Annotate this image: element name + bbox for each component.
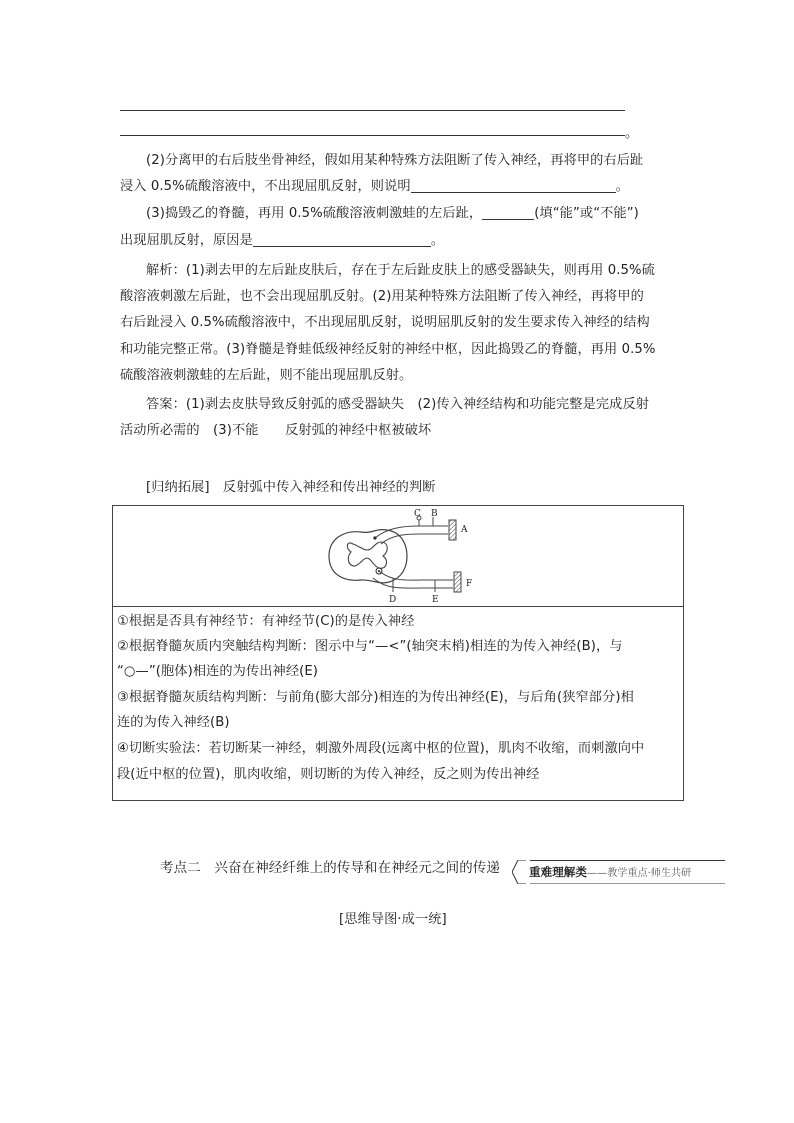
summary-item: ③根据脊髓灰质结构判断：与前角(膨大部分)相连的为传出神经(E)，与后角(狭窄部分)相 xyxy=(117,690,634,705)
analysis-line: 右后趾浸入 0.5%硫酸溶液中，不出现屈肌反射，说明屈肌反射的发生要求传入神经的结构 xyxy=(120,315,650,330)
period: 。 xyxy=(625,126,639,141)
label-e: E xyxy=(432,595,439,604)
question-2-line-1: (2)分离甲的右后肢坐骨神经，假如用某种特殊方法阻断了传入神经，再将甲的右后趾 xyxy=(146,153,644,168)
efferent-nerve xyxy=(379,571,453,580)
summary-item: ①根据是否具有神经节：有神经节(C)的是传入神经 xyxy=(117,614,415,629)
question-3-line-2 xyxy=(120,232,444,250)
grey-matter xyxy=(347,542,387,568)
effector xyxy=(454,572,461,592)
reflex-arc-diagram xyxy=(323,508,483,604)
header-bracket-icon xyxy=(512,860,526,884)
analysis-line: 酸溶液刺激左后趾，也不会出现屈肌反射。(2)用某种特殊方法阻断了传入神经，再将甲的 xyxy=(120,289,644,304)
header-rule-lower xyxy=(530,883,725,884)
afferent-nerve xyxy=(375,526,448,538)
answer-line: 答案：(1)剥去皮肤导致反射弧的感受器缺失 (2)传入神经结构和功能完整是完成反射 xyxy=(146,397,650,412)
section-tag xyxy=(529,863,691,883)
label-d: D xyxy=(389,595,397,604)
summary-item: 段(近中枢的位置)，肌肉收缩，则切断的为传入神经，反之则为传出神经 xyxy=(117,767,540,782)
analysis-line: 硫酸溶液刺激蛙的左后趾，则不能出现屈肌反射。 xyxy=(120,368,413,383)
section-tag-main: 重难理解类 xyxy=(529,865,587,879)
answer-line: 活动所必需的 (3)不能 反射弧的神经中枢被破坏 xyxy=(120,423,432,438)
question-3-line-1 xyxy=(146,205,639,223)
spinal-cord-outline xyxy=(329,530,407,583)
receptor xyxy=(449,520,456,540)
answer-blank-line-1 xyxy=(120,110,625,111)
answer-blank-line-2 xyxy=(120,135,625,136)
section-title: 考点二 兴奋在神经纤维上的传导和在神经元之间的传递 xyxy=(160,860,500,876)
summary-item: ④切断实验法：若切断某一神经，刺激外周段(远离中枢的位置)，肌肉不收缩，而刺激向中 xyxy=(117,741,645,756)
question-2-text: 浸入 0.5%硫酸溶液中，不出现屈肌反射，则说明 xyxy=(120,179,411,194)
label-a: A xyxy=(461,525,468,535)
summary-item: ②根据脊髓灰质内突触结构判断：图示中与“—<”(轴突末梢)相连的为传入神经(B)，与 xyxy=(117,639,623,654)
mindmap-title: [思维导图·成一统] xyxy=(339,912,447,927)
question-3-text: (3)捣毁乙的脊髓，再用 0.5%硫酸溶液刺激蛙的左后趾， xyxy=(146,206,483,221)
section-tag-sub: ——教学重点·师生共研 xyxy=(587,868,692,879)
summary-item: “○—”(胞体)相连的为传出神经(E) xyxy=(117,664,319,679)
summary-item: 连的为传入神经(B) xyxy=(117,715,230,730)
answer-blank xyxy=(411,178,616,193)
label-f: F xyxy=(466,579,473,589)
summary-title: [归纳拓展] 反射弧中传入神经和传出神经的判断 xyxy=(146,480,436,495)
afferent-nerve-2 xyxy=(381,534,448,544)
analysis-line: 解析：(1)剥去甲的左后趾皮肤后，存在于左后趾皮肤上的感受器缺失，则再用 0.5%硫 xyxy=(146,263,655,278)
period: 。 xyxy=(430,233,445,248)
question-3-hint: (填“能”或“不能”) xyxy=(534,206,639,221)
divider xyxy=(113,606,683,607)
label-b: B xyxy=(431,509,438,519)
summary-box xyxy=(112,505,684,801)
question-3-text: 出现屈肌反射，原因是 xyxy=(120,233,253,248)
label-c: C xyxy=(414,509,421,519)
answer-blank xyxy=(253,232,431,247)
question-2-line-2 xyxy=(120,178,629,196)
answer-blank xyxy=(482,205,534,220)
period: 。 xyxy=(615,179,629,194)
header-rule xyxy=(530,860,725,861)
analysis-line: 和功能完整正常。(3)脊髓是脊蛙低级神经反射的神经中枢，因此捣毁乙的脊髓，再用 0.5% xyxy=(120,342,656,357)
